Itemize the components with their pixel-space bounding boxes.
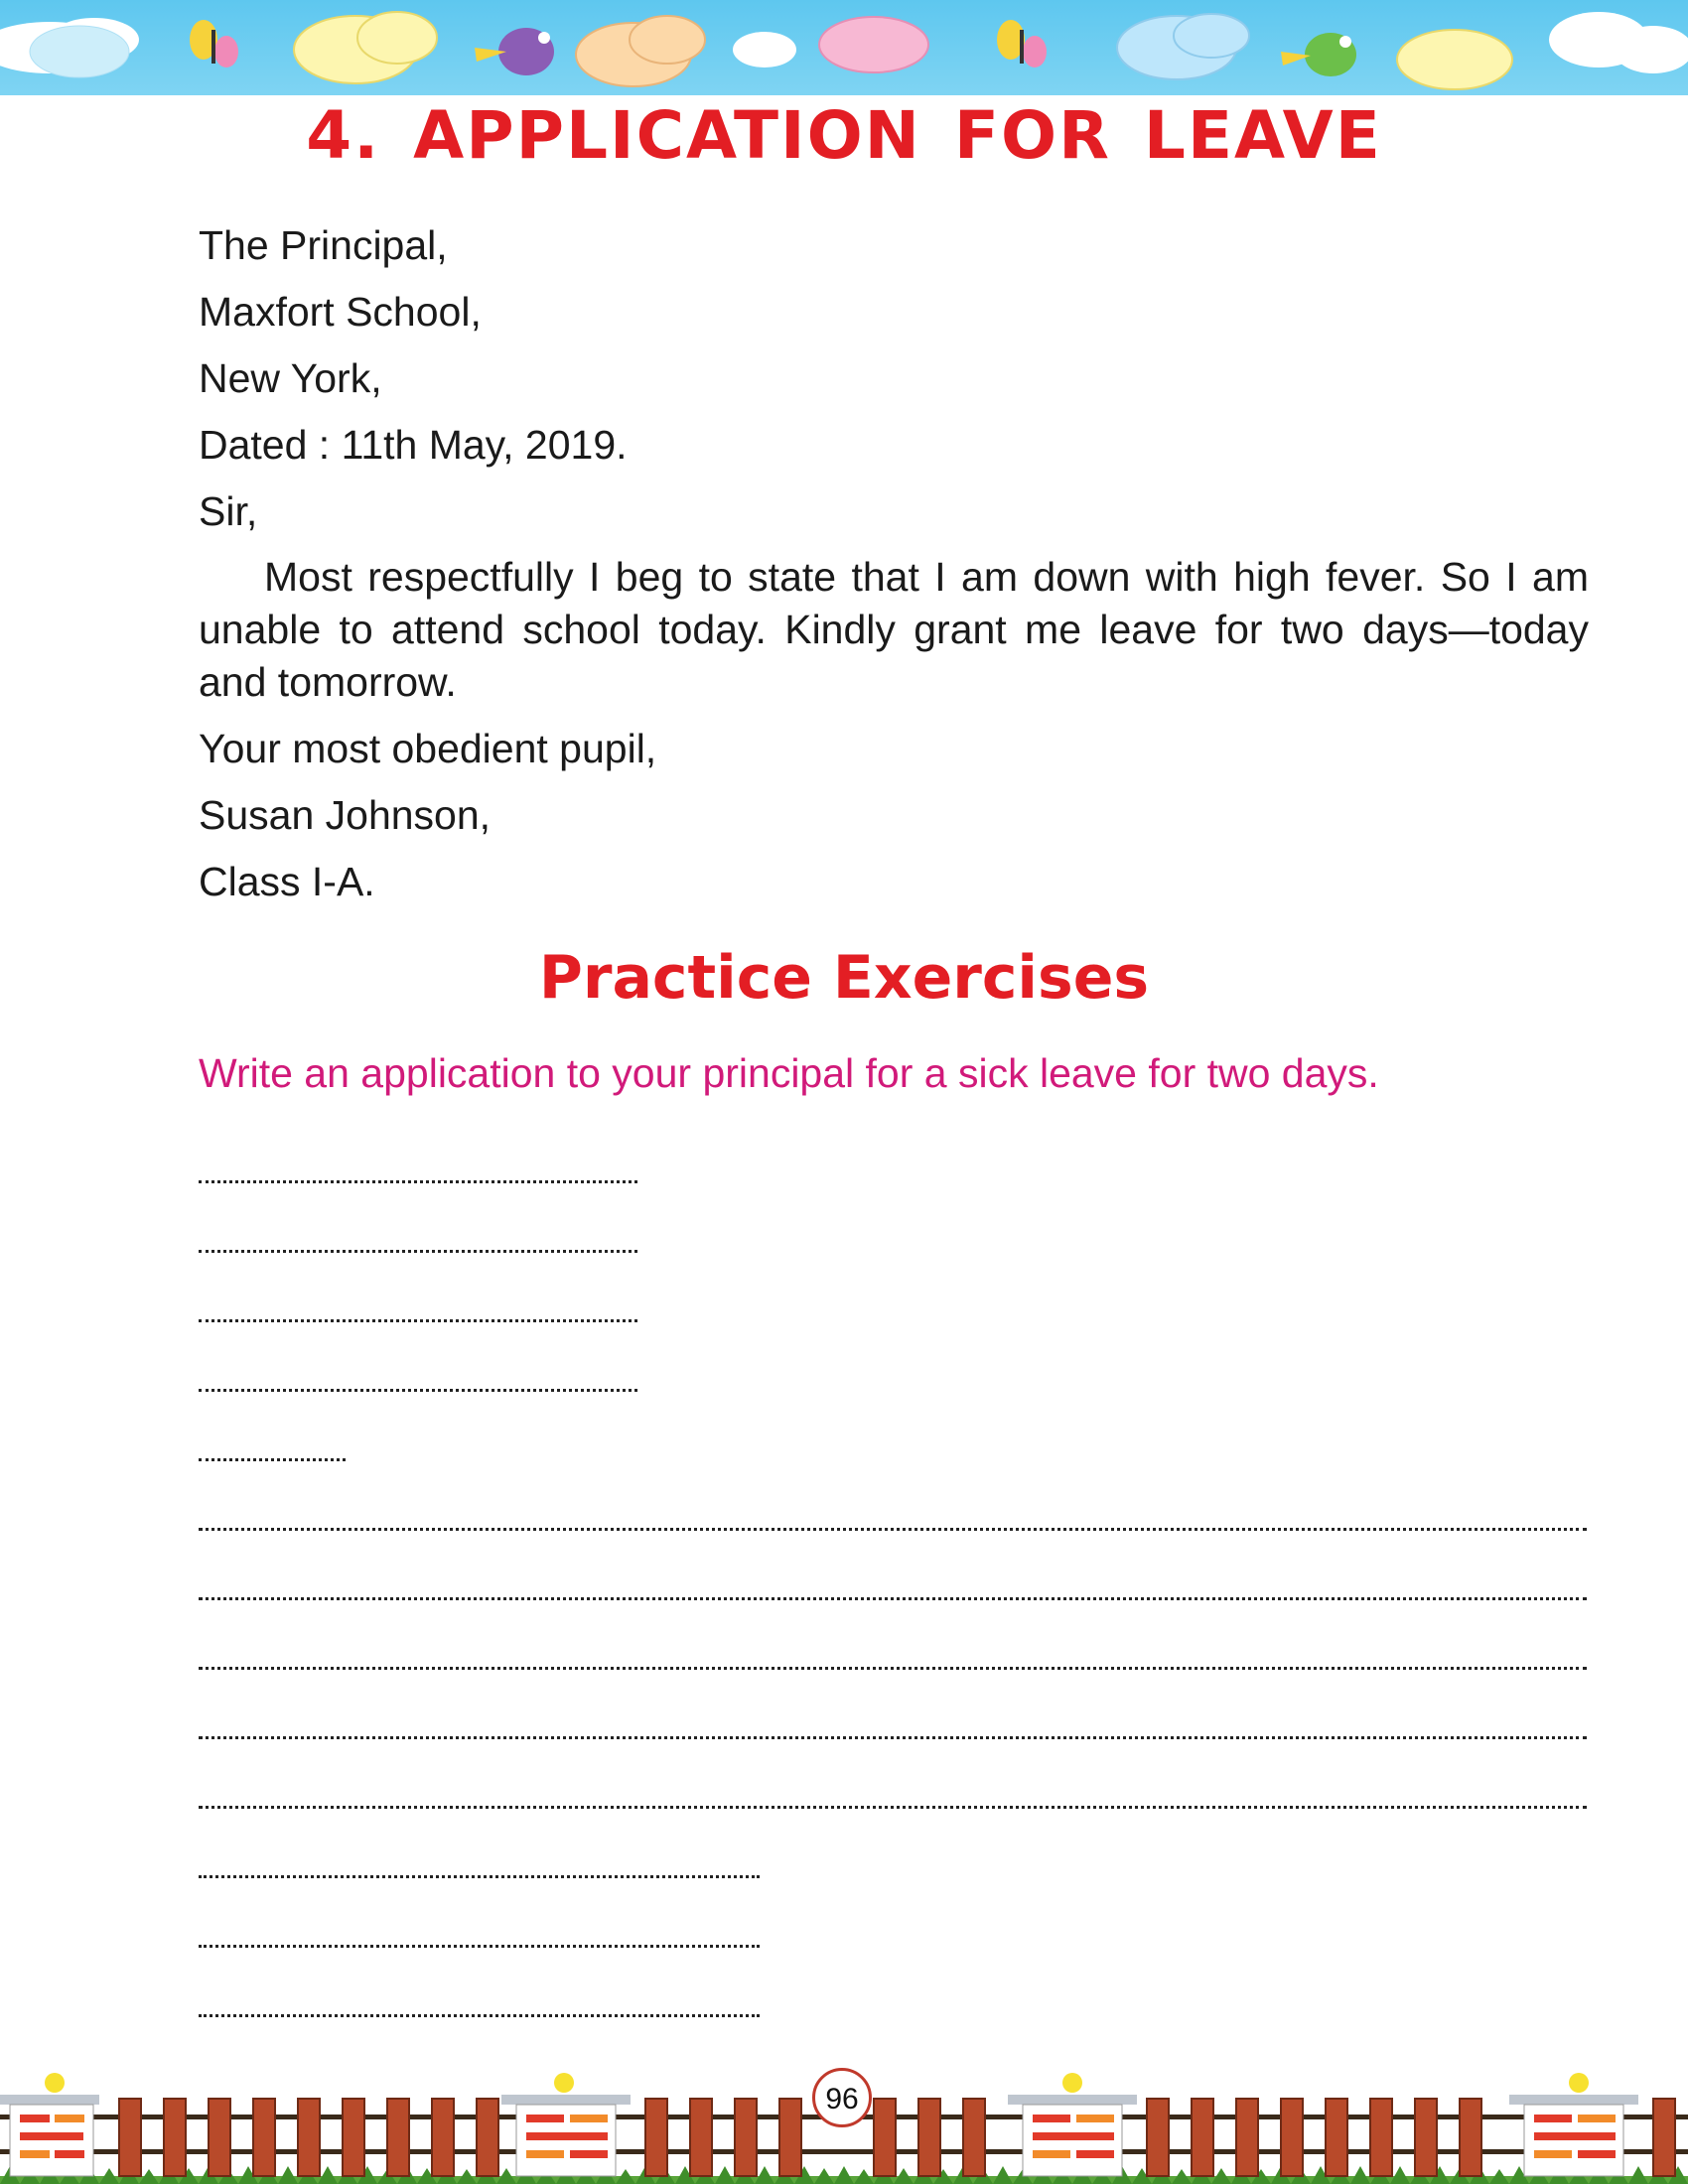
answer-line[interactable] (199, 1330, 1589, 1400)
answer-area[interactable] (199, 1122, 1589, 2025)
answer-line[interactable] (199, 1886, 1589, 1956)
letter-school: Maxfort School, (199, 289, 482, 335)
letter-name: Susan Johnson, (199, 792, 492, 838)
cloud-icon (1117, 14, 1249, 79)
cloud-icon (819, 17, 928, 72)
answer-line[interactable] (199, 1817, 1589, 1886)
answer-line[interactable] (199, 1956, 1589, 2025)
answer-line[interactable] (199, 1400, 1589, 1469)
answer-line[interactable] (199, 1469, 1589, 1539)
pillar-icon (501, 2073, 631, 2176)
letter-class: Class I-A. (199, 859, 375, 904)
answer-line[interactable] (199, 1608, 1589, 1678)
butterfly-icon (190, 20, 238, 68)
practice-instruction: Write an application to your principal for a sick leave for two days. (199, 1050, 1379, 1096)
cloud-icon (30, 26, 129, 77)
cloud-icon (1397, 30, 1512, 89)
cloud-icon (576, 16, 705, 86)
letter-city: New York, (199, 355, 382, 401)
answer-line[interactable] (199, 1747, 1589, 1817)
pillar-icon (1509, 2073, 1638, 2176)
bird-icon (475, 28, 554, 75)
page-title: 4. APPLICATION FOR LEAVE (306, 97, 1382, 174)
letter-date: Dated : 11th May, 2019. (199, 422, 628, 468)
letter-closing: Your most obedient pupil, (199, 726, 657, 771)
answer-line[interactable] (199, 1539, 1589, 1608)
practice-heading: Practice Exercises (538, 943, 1150, 1013)
cloud-icon (294, 12, 437, 83)
answer-line[interactable] (199, 1678, 1589, 1747)
cloud-icon (733, 32, 796, 68)
page-number: 96 (812, 2068, 872, 2127)
letter-body: Most respectfully I beg to state that I am down with high fever. So I am unable to attend school today. Kindly grant me leave for two days—today and tomorrow. (199, 554, 1589, 705)
clouds-decoration (0, 0, 1688, 109)
fence-posts (119, 2099, 1675, 2176)
answer-line[interactable] (199, 1191, 1589, 1261)
answer-line[interactable] (199, 1261, 1589, 1330)
letter-salutation: Sir, (199, 488, 258, 534)
pillar-icon (0, 2073, 99, 2176)
bird-icon (1281, 33, 1356, 76)
cloud-icon (1549, 12, 1688, 73)
answer-line[interactable] (199, 1122, 1589, 1191)
pillar-icon (1008, 2073, 1137, 2176)
butterfly-icon (997, 20, 1047, 68)
leave-letter (199, 218, 1589, 921)
letter-recipient: The Principal, (199, 222, 448, 268)
